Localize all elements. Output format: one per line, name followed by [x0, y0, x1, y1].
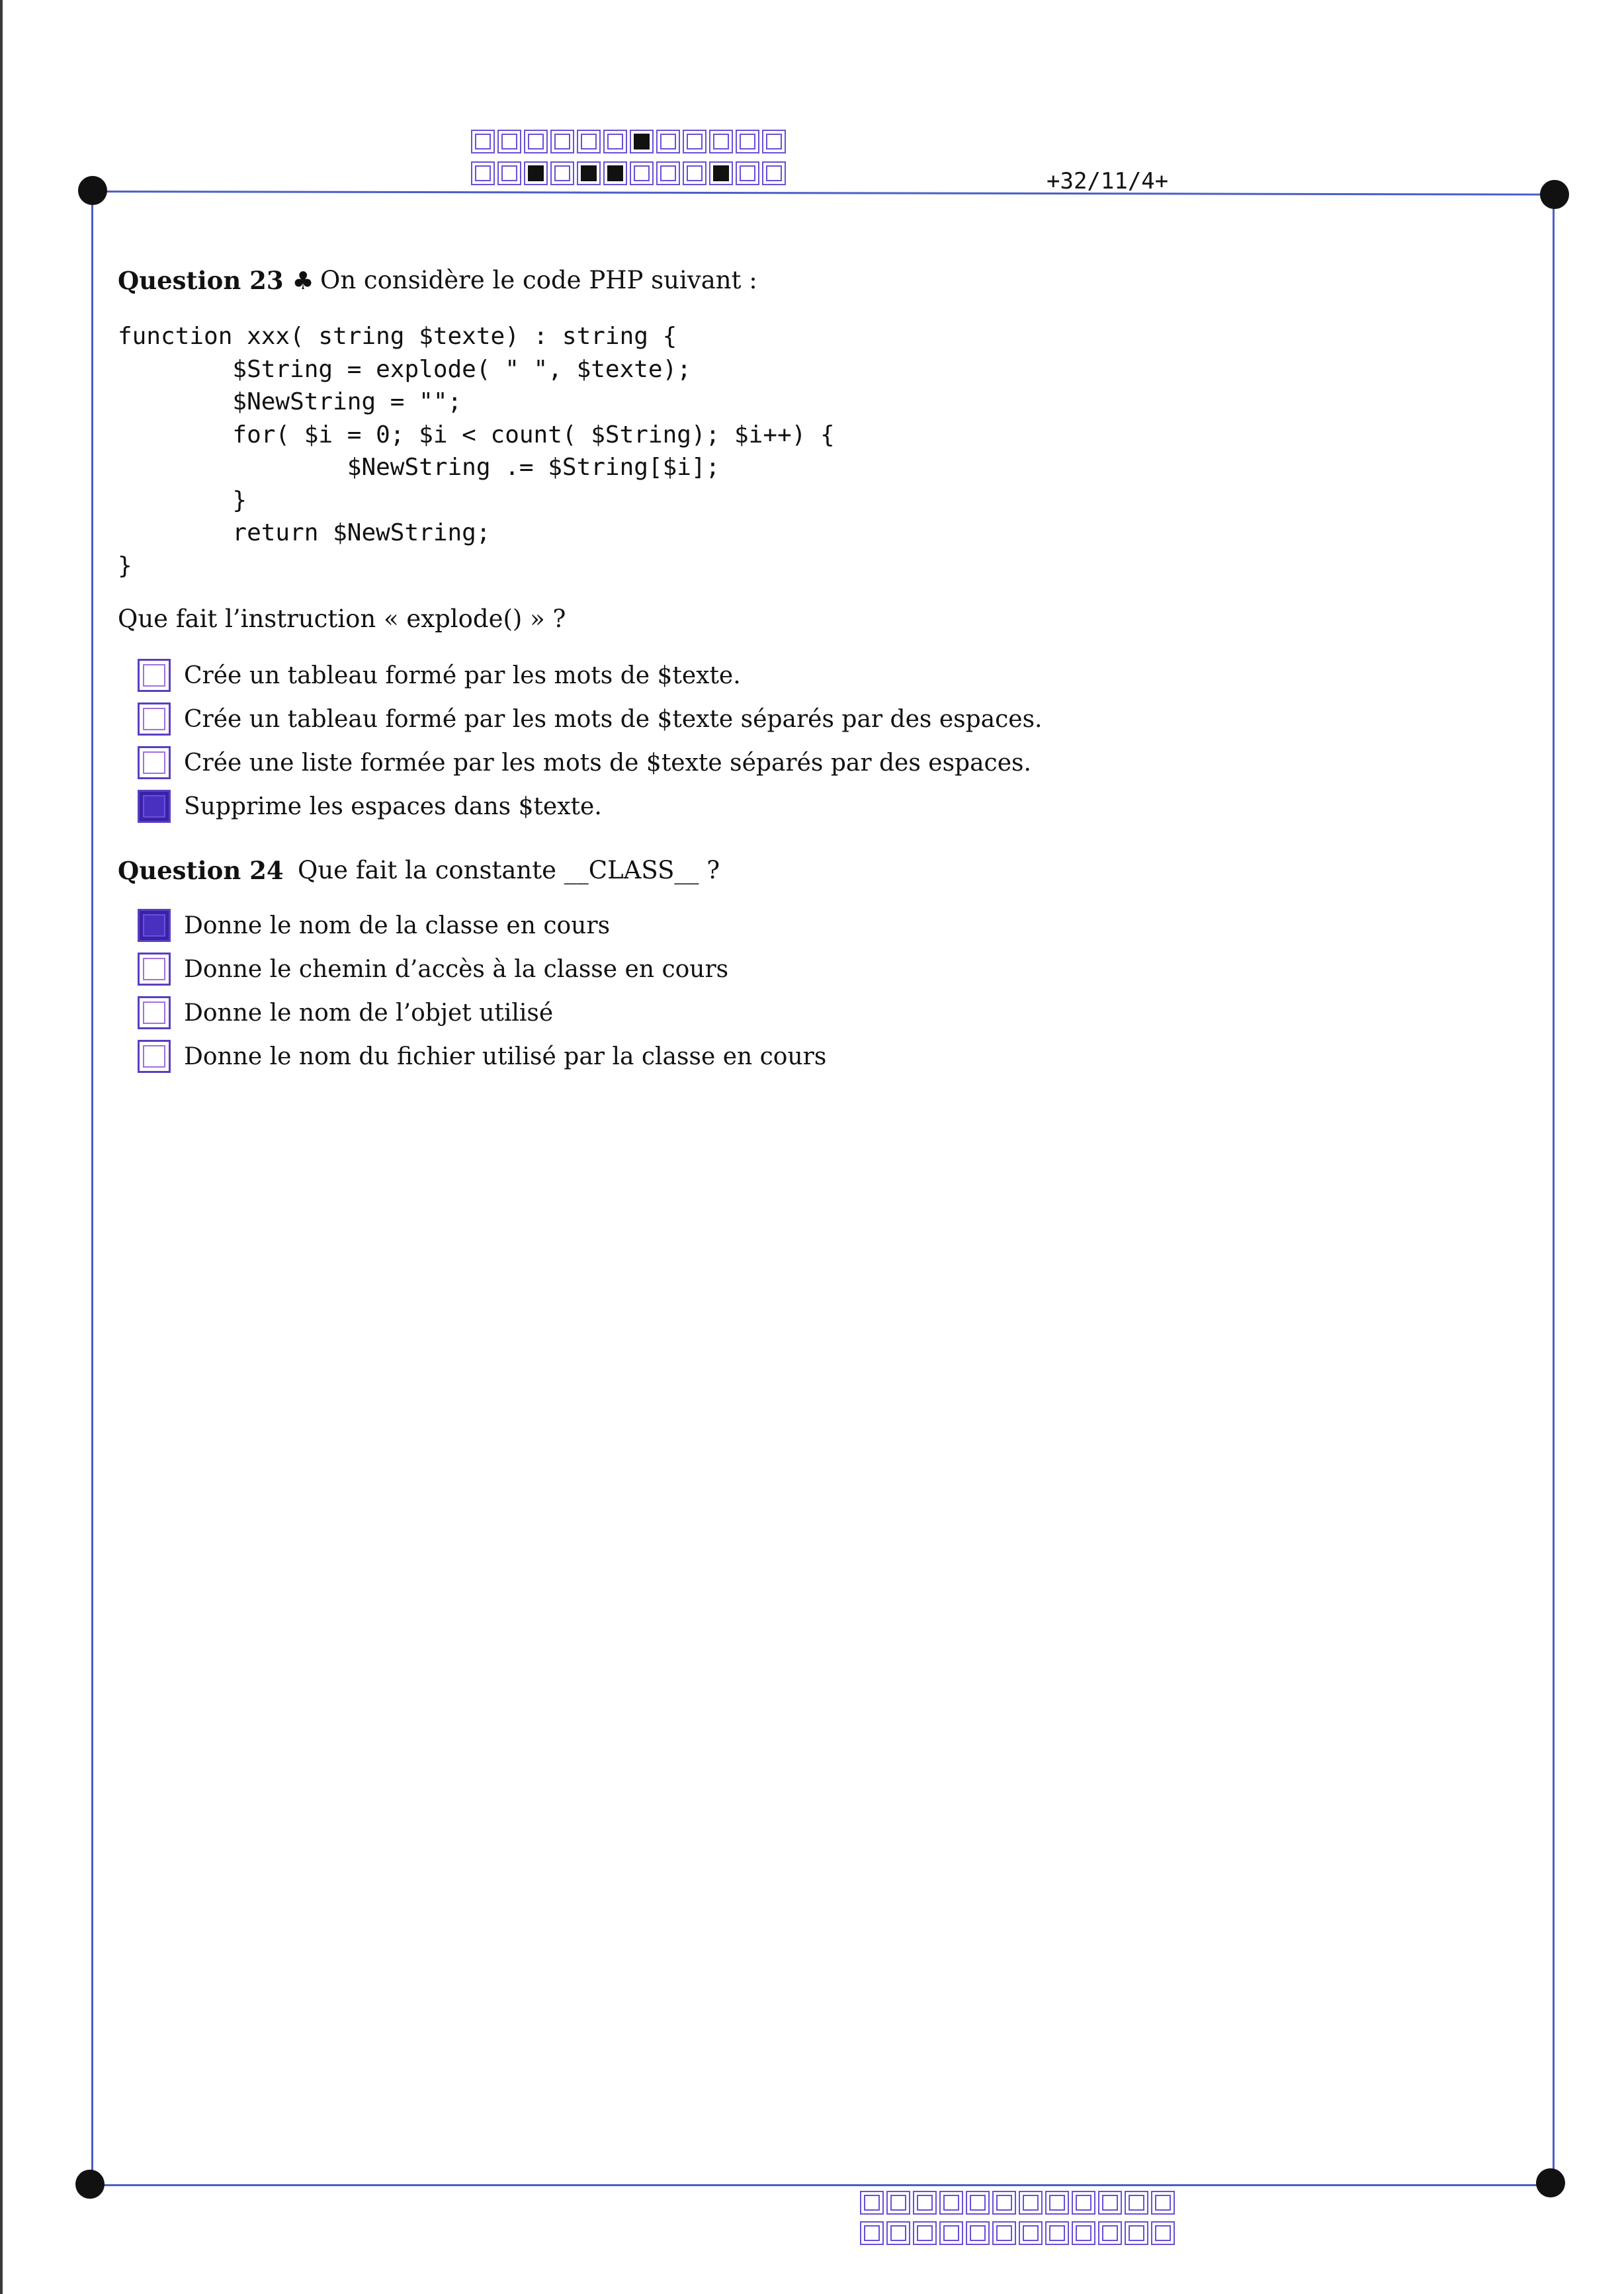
code-cell [1151, 2191, 1175, 2215]
code-cell [913, 2221, 937, 2245]
code-cell [497, 161, 521, 185]
binary-code-bottom-row-2 [860, 2221, 1177, 2245]
corner-mark-bottom-left [75, 2170, 105, 2199]
code-cell [992, 2221, 1016, 2245]
frame-bottom-line [87, 2184, 1555, 2186]
checkbox[interactable] [138, 746, 171, 779]
code-cell [1019, 2221, 1043, 2245]
code-cell [550, 161, 574, 185]
question-23-label [118, 266, 314, 295]
code-cell [1072, 2221, 1095, 2245]
code-cell [939, 2221, 963, 2245]
code-cell [886, 2191, 910, 2215]
code-cell [630, 161, 654, 185]
code-cell [762, 130, 786, 153]
question-23-intro: On considère le code PHP suivant : [320, 266, 757, 294]
code-cell [683, 130, 706, 153]
code-cell [497, 130, 521, 153]
php-code-block: function xxx( string $texte) : string { $String = explode( " ", $texte); $NewString = ""; for( $i = 0; $i < count( $String); $i++) { $NewString .= $String[$i]; } return $NewString; } [118, 323, 835, 579]
code-cell [1125, 2221, 1148, 2245]
corner-mark-bottom-right [1536, 2168, 1565, 2197]
frame-right-line [1553, 193, 1555, 2184]
code-cell [550, 130, 574, 153]
answer-option[interactable] [138, 909, 610, 942]
code-cell [1019, 2191, 1043, 2215]
binary-code-bottom-row-1 [860, 2191, 1177, 2215]
corner-mark-top-right [1540, 180, 1569, 209]
answer-option[interactable] [138, 790, 602, 823]
code-cell [709, 161, 733, 185]
answer-option[interactable] [138, 996, 553, 1029]
code-cell [471, 130, 495, 153]
binary-code-top-row-2 [471, 161, 789, 185]
code-cell [1072, 2191, 1095, 2215]
question-24-number: Question 24 [118, 856, 284, 885]
answer-option[interactable] [138, 659, 741, 692]
code-cell [1151, 2221, 1175, 2245]
code-cell [1098, 2191, 1122, 2215]
code-cell [966, 2221, 990, 2245]
code-cell [656, 161, 680, 185]
answer-text: Crée un tableau formé par les mots de $texte séparés par des espaces. [184, 705, 1043, 733]
answer-text: Donne le chemin d’accès à la classe en cours [184, 955, 729, 983]
answer-text: Crée un tableau formé par les mots de $texte. [184, 661, 741, 689]
code-cell [1125, 2191, 1148, 2215]
code-cell [736, 161, 759, 185]
code-cell [577, 161, 601, 185]
question-23-number: Question 23 ♣ [118, 266, 314, 295]
scan-edge [0, 0, 3, 2294]
code-cell [992, 2191, 1016, 2215]
code-cell [603, 130, 627, 153]
frame-top-line [93, 191, 1555, 196]
answer-option[interactable] [138, 953, 728, 986]
code-cell [939, 2191, 963, 2215]
code-cell [630, 130, 654, 153]
page-id: +32/11/4+ [1047, 168, 1169, 194]
code-cell [683, 161, 706, 185]
code-cell [736, 130, 759, 153]
code-cell [860, 2191, 884, 2215]
code-cell [913, 2191, 937, 2215]
answer-text: Supprime les espaces dans $texte. [184, 792, 602, 820]
code-cell [762, 161, 786, 185]
corner-mark-top-left [78, 176, 107, 205]
answer-option[interactable] [138, 1040, 826, 1073]
checkbox[interactable] [138, 702, 171, 736]
code-cell [886, 2221, 910, 2245]
answer-text: Donne le nom de l’objet utilisé [184, 999, 554, 1027]
answer-text: Donne le nom de la classe en cours [184, 912, 611, 939]
code-cell [1045, 2221, 1069, 2245]
answer-text: Crée une liste formée par les mots de $texte séparés par des espaces. [184, 749, 1031, 777]
answer-text: Donne le nom du fichier utilisé par la classe en cours [184, 1042, 827, 1070]
code-cell [656, 130, 680, 153]
code-cell [1045, 2191, 1069, 2215]
checkbox[interactable] [138, 1040, 171, 1073]
checkbox[interactable] [138, 790, 171, 823]
code-cell [1098, 2221, 1122, 2245]
answer-option[interactable] [138, 746, 1031, 779]
checkbox[interactable] [138, 659, 171, 692]
question-24-prompt: Que fait la constante __CLASS__ ? [298, 856, 720, 884]
code-cell [709, 130, 733, 153]
code-cell [966, 2191, 990, 2215]
frame-left-line [91, 191, 93, 2184]
code-cell [577, 130, 601, 153]
code-cell [471, 161, 495, 185]
binary-code-top-row-1 [471, 130, 789, 153]
checkbox[interactable] [138, 909, 171, 942]
checkbox[interactable] [138, 953, 171, 986]
answer-option[interactable] [138, 702, 1043, 736]
code-cell [603, 161, 627, 185]
code-cell [524, 161, 548, 185]
code-cell [524, 130, 548, 153]
checkbox[interactable] [138, 996, 171, 1029]
code-cell [860, 2221, 884, 2245]
question-23-prompt: Que fait l’instruction « explode() » ? [118, 605, 566, 633]
question-24-label [118, 856, 284, 885]
